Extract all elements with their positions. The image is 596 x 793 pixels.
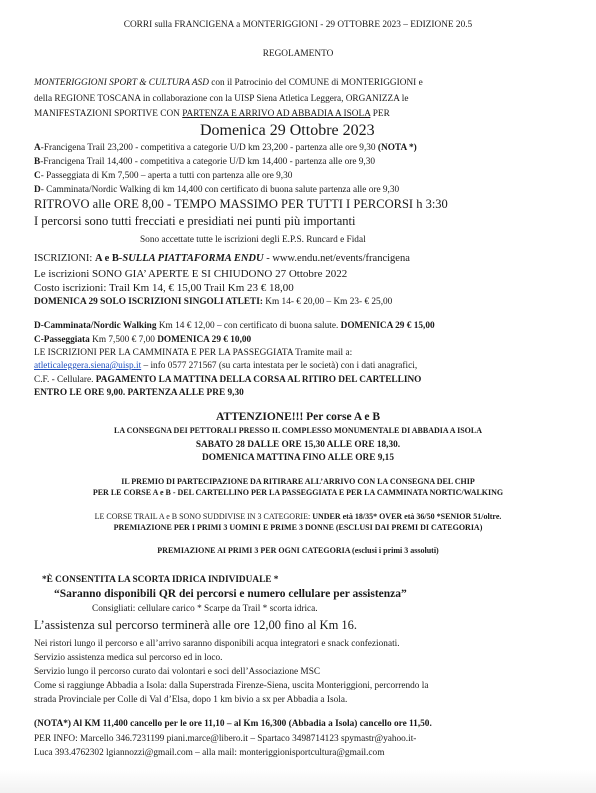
document-subtitle: REGOLAMENTO: [262, 49, 334, 59]
aperte-line: Le iscrizioni SONO GIA’ APERTE E SI CHIUDONO 27 Ottobre 2022: [34, 268, 348, 280]
race-b: B-Francigena Trail 14,400 - competitiva a categorie U/D km 14,400 - partenza alle ore 9,30: [34, 157, 376, 167]
endu-platform: -SULLA PIATTAFORMA ENDU: [118, 253, 264, 264]
percorsi-line: I percorsi sono tutti frecciati e presidiati nei punti più importanti: [34, 214, 356, 228]
camminata-price-line: D-Camminata/Nordic Walking Km 14 € 12,00 – con certificato di buona salute. DOMENICA 29 € 15,00: [34, 321, 435, 331]
iscrizioni-line: ISCRIZIONI: A e B-SULLA PIATTAFORMA ENDU - www.endu.net/events/francigena: [34, 253, 410, 264]
race-a-note: (NOTA *): [377, 143, 417, 153]
volontari-line: Servizio lungo il percorso curato dai volontari e soci dell’Associazione MSC: [34, 667, 321, 677]
intro-line-3: MANIFESTAZIONI SPORTIVE CON PARTENZA E ARRIVO AD ABBADIA A ISOLA PER: [34, 109, 390, 119]
domenica-line: DOMENICA 29 SOLO ISCRIZIONI SINGOLI ATLETI: Km 14- € 20,00 – Km 23- € 25,00: [34, 297, 393, 307]
costo-line: Costo iscrizioni: Trail Km 14, € 15,00 Trail Km 23 € 18,00: [34, 282, 294, 294]
race-a: A-Francigena Trail 23,200 - competitiva a categorie U/D km 23,200 - partenza alle ore 9,30 (NOTA *): [34, 143, 417, 153]
ritrovo-line: RITROVO alle ORE 8,00 - TEMPO MASSIMO PER TUTTI I PERCORSI h 3:30: [34, 197, 448, 211]
premiazione-assoluti-line: PREMIAZIONE PER I PRIMI 3 UOMINI E PRIME 3 DONNE (ESCLUSI DAI PREMI DI CATEGORIA): [113, 523, 483, 532]
uisp-email-link[interactable]: atleticaleggera.siena@uisp.it: [34, 361, 142, 371]
attenzione-line-2: SABATO 28 DALLE ORE 15,30 ALLE ORE 18,30.: [195, 440, 401, 450]
come-line-2: strada Provinciale per Colle di Val d’Elsa, dopo 1 km bivio a sx per Abbadia a Isola.: [34, 695, 348, 705]
mail-intro-line: LE ISCRIZIONI PER LA CAMMINATA E PER LA PASSEGGIATA Tramite mail a:: [34, 348, 353, 358]
categorie-line: LE CORSE TRAIL A e B SONO SUDDIVISE IN 3 CATEGORIE: UNDER età 18/35* OVER età 36/50 *SENIOR 51/oltre.: [94, 512, 502, 521]
nota-cancelli-line: (NOTA*) Al KM 11,400 cancello per le ore 11,10 – al Km 16,300 (Abbadia a Isola) cancello ore 11,50.: [34, 719, 432, 729]
page-bottom-edge: [0, 770, 596, 793]
endu-url: - www.endu.net/events/francigena: [263, 253, 410, 264]
assistenza-termina-line: L’assistenza sul percorso terminerà alle ore 12,00 fino al Km 16.: [34, 618, 358, 632]
organizer-name: MONTERIGGIONI SPORT & CULTURA ASD: [34, 78, 209, 88]
qr-line: “Saranno disponibili QR dei percorsi e numero cellulare per assistenza”: [54, 588, 407, 600]
event-date-heading: Domenica 29 Ottobre 2023: [200, 122, 375, 139]
attenzione-title: ATTENZIONE!!! Per corse A e B: [215, 411, 381, 423]
assistenza-medica-line: Servizio assistenza medica sul percorso ed in loco.: [34, 653, 223, 663]
start-finish-location: PARTENZA E ARRIVO AD ABBADIA A ISOLA: [182, 109, 371, 119]
premio-line-1: IL PREMIO DI PARTECIPAZIONE DA RITIRARE ALL’ARRIVO CON LA CONSEGNA DEL CHIP: [121, 477, 475, 486]
entro-line: ENTRO LE ORE 9,00. PARTENZA ALLE PRE 9,30: [34, 388, 244, 398]
document-title: CORRI sulla FRANCIGENA a MONTERIGGIONI - 29 OTTOBRE 2023 – EDIZIONE 20.5: [123, 20, 473, 30]
race-c: C- Passeggiata di Km 7,500 – aperta a tutti con partenza alle ore 9,30: [34, 171, 293, 181]
race-d: D- Camminata/Nordic Walking di km 14,400 con certificato di buona salute partenza alle ore 9,30: [34, 185, 400, 195]
info-line-2: Luca 393.4762302 lgiannozzi@gmail.com – alla mail: monteriggionisportcultura@gmail.com: [34, 748, 385, 758]
ristori-line: Nei ristori lungo il percorso e all’arrivo saranno disponibili acqua integratori e snack confezionati.: [34, 639, 400, 649]
premiazione-categoria-line: PREMIAZIONE AI PRIMI 3 PER OGNI CATEGORIA (esclusi i primi 3 assoluti): [157, 546, 439, 555]
attenzione-line-3: DOMENICA MATTINA FINO ALLE ORE 9,15: [202, 453, 394, 463]
passeggiata-price-line: C-Passeggiata Km 7,500 € 7,00 DOMENICA 29 € 10,00: [34, 335, 252, 345]
pagamento-line: C.F. - Cellulare. PAGAMENTO LA MATTINA DELLA CORSA AL RITIRO DEL CARTELLINO: [34, 375, 422, 385]
come-line-1: Come si raggiunge Abbadia a Isola: dalla Superstrada Firenze-Siena, uscita Monteriggioni, percorrendo la: [34, 681, 429, 691]
premio-line-2: PER LE CORSE A e B - DEL CARTELLINO PER LA PASSEGGIATA E PER LA CAMMINATA NORTIC/WALKING: [92, 488, 504, 497]
scorta-idrica-line: *È CONSENTITA LA SCORTA IDRICA INDIVIDUALE *: [42, 575, 279, 585]
intro-line-2: della REGIONE TOSCANA in collaborazione con la UISP Siena Atletica Leggera, ORGANIZZA le: [34, 94, 409, 104]
attenzione-line-1: LA CONSEGNA DEI PETTORALI PRESSO IL COMPLESSO MONUMENTALE DI ABBADIA A ISOLA: [113, 426, 482, 435]
mail-line: atleticaleggera.siena@uisp.it – info 0577 271567 (su carta intestata per le società) con i dati anagrafici,: [34, 361, 418, 371]
intro-line-1: MONTERIGGIONI SPORT & CULTURA ASD con il Patrocinio del COMUNE di MONTERIGGIONI e: [34, 78, 423, 88]
info-line-1: PER INFO: Marcello 346.7231199 piani.marce@libero.it – Spartaco 3498714123 spymastr@yahoo.it-: [34, 734, 417, 744]
consigliati-line: Consigliati: cellulare carico * Scarpe da Trail * scorta idrica.: [92, 604, 318, 614]
accettate-line: Sono accettate tutte le iscrizioni degli E.P.S. Runcard e Fidal: [140, 235, 366, 245]
